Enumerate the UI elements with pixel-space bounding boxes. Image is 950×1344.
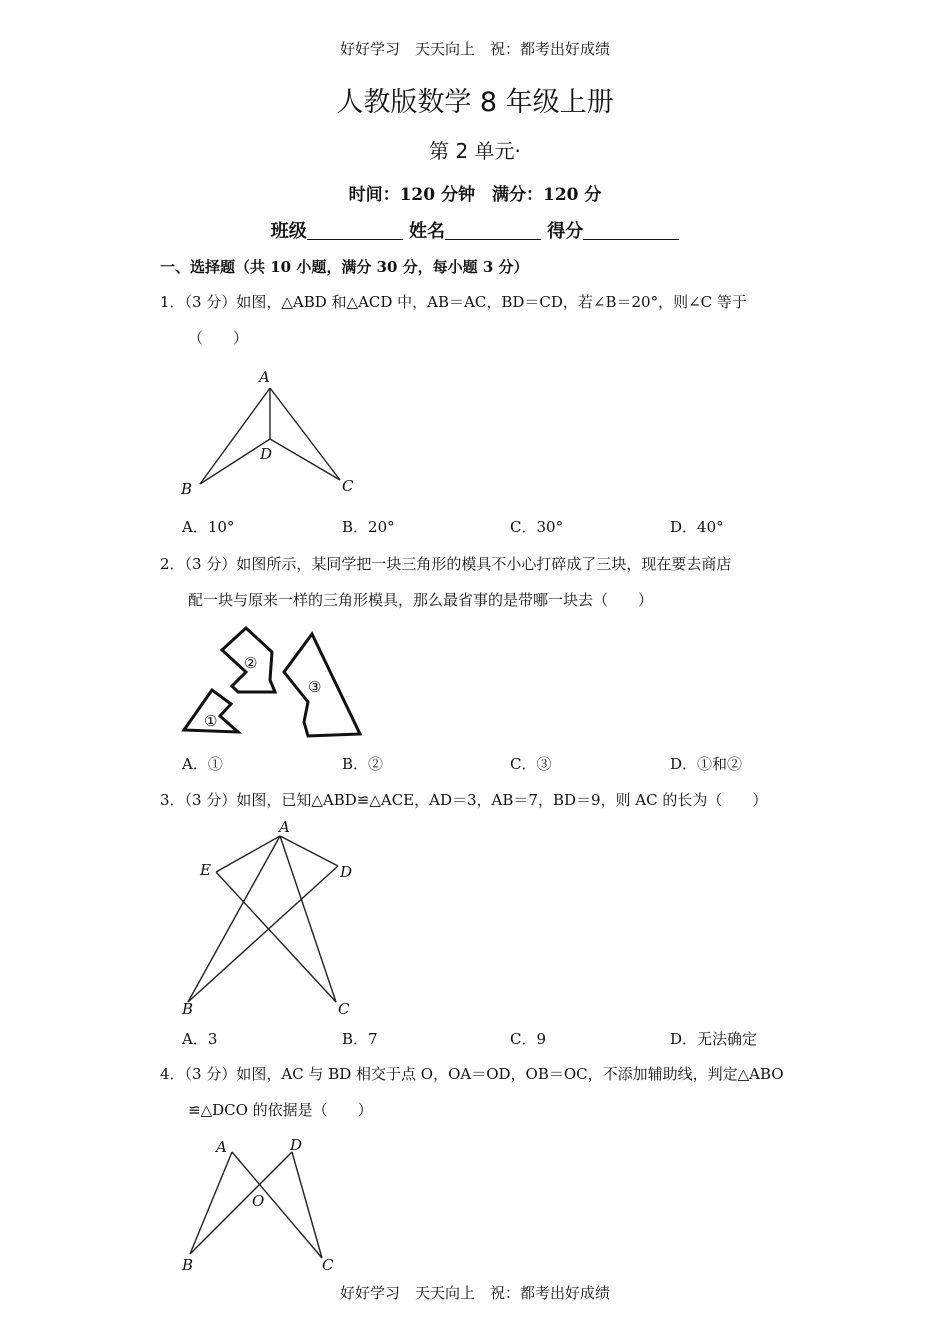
q4-label-b: B <box>182 1256 194 1274</box>
student-info-line <box>0 217 950 243</box>
q1-line-cd <box>270 439 340 480</box>
q1-line-ac <box>270 388 340 480</box>
q1-line-ab <box>200 388 273 484</box>
q1-label-a: A <box>259 368 270 386</box>
question-4-text: 4．（3 分）如图，AC 与 BD 相交于点 O，OA＝OD，OB＝OC，不添加辅助线，判定△ABO <box>160 1065 784 1083</box>
q3-line-db <box>188 866 338 1002</box>
q3-option-c[interactable]: C．9 <box>510 1030 547 1048</box>
question-1-figure <box>170 362 370 502</box>
q1-label-d: D <box>260 445 273 463</box>
unit-title: 第 2 单元· <box>429 139 521 163</box>
q3-label-c: C <box>338 1000 350 1018</box>
q3-option-b[interactable]: B．7 <box>342 1030 378 1048</box>
piece-1-label: ① <box>204 712 218 730</box>
q4-line-ab <box>190 1152 232 1254</box>
question-1-text-cont: （ ） <box>188 329 249 347</box>
page-title: 人教版数学 8 年级上册 <box>336 87 614 118</box>
question-3-text: 3．（3 分）如图，已知△ABD≌△ACE，AD＝3，AB＝7，BD＝9，则 AC 的长为（ ） <box>160 791 768 809</box>
question-4-figure <box>176 1130 346 1275</box>
q3-option-a[interactable]: A．3 <box>182 1030 218 1048</box>
question-3 <box>160 782 800 818</box>
q1-label-b: B <box>181 480 193 498</box>
q4-label-a: A <box>216 1138 227 1156</box>
piece-3-label: ③ <box>308 678 322 696</box>
name-blank <box>445 221 541 240</box>
class-blank <box>307 221 403 240</box>
question-1 <box>160 284 800 356</box>
question-4 <box>160 1056 800 1128</box>
q2-option-d[interactable]: D．①和② <box>670 755 743 773</box>
page-footer: 好好学习 天天向上 祝：都考出好成绩 <box>339 1284 610 1302</box>
score-blank <box>583 221 679 240</box>
q1-option-b[interactable]: B．20° <box>342 518 395 536</box>
q3-label-a: A <box>279 818 290 836</box>
q3-line-ec <box>216 872 336 1002</box>
question-1-text: 1．（3 分）如图，△ABD 和△ACD 中，AB＝AC，BD＝CD，若∠B＝20°，则∠C 等于 <box>160 293 747 311</box>
name-label: 姓名 <box>409 221 445 242</box>
question-2-text-cont: 配一块与原来一样的三角形模具，那么最省事的是带哪一块去（ ） <box>188 591 654 609</box>
q1-option-d[interactable]: D．40° <box>670 518 724 536</box>
score-label: 得分 <box>547 221 584 242</box>
q4-line-bd <box>190 1152 292 1254</box>
question-2-figure <box>176 620 376 746</box>
question-4-text-cont: ≌△DCO 的依据是（ ） <box>188 1101 373 1119</box>
q2-option-a[interactable]: A．① <box>182 755 223 773</box>
piece-2-label: ② <box>244 654 258 672</box>
question-2 <box>160 546 800 618</box>
q4-label-o: O <box>252 1192 265 1210</box>
q1-option-c[interactable]: C．30° <box>510 518 564 536</box>
q4-label-c: C <box>322 1256 334 1274</box>
section-heading: 一、选择题（共 10 小题，满分 30 分，每小题 3 分） <box>160 258 529 276</box>
question-3-figure <box>176 814 376 1020</box>
question-2-text: 2．（3 分）如图所示，某同学把一块三角形的模具不小心打碎成了三块，现在要去商店 <box>160 555 732 573</box>
piece-3 <box>284 634 360 736</box>
q2-option-b[interactable]: B．② <box>342 755 384 773</box>
q2-option-c[interactable]: C．③ <box>510 755 552 773</box>
page-header: 好好学习 天天向上 祝：都考出好成绩 <box>339 40 610 58</box>
q3-label-d: D <box>340 863 353 881</box>
q4-label-d: D <box>290 1136 303 1154</box>
q1-option-a[interactable]: A．10° <box>182 518 235 536</box>
q1-label-c: C <box>342 477 354 495</box>
class-label: 班级 <box>270 221 307 242</box>
q3-label-b: B <box>182 1000 194 1018</box>
q3-label-e: E <box>200 861 211 879</box>
time-score-line: 时间：120 分钟 满分：120 分 <box>348 185 602 205</box>
q3-option-d[interactable]: D．无法确定 <box>670 1030 758 1048</box>
q4-line-dc <box>292 1152 322 1258</box>
